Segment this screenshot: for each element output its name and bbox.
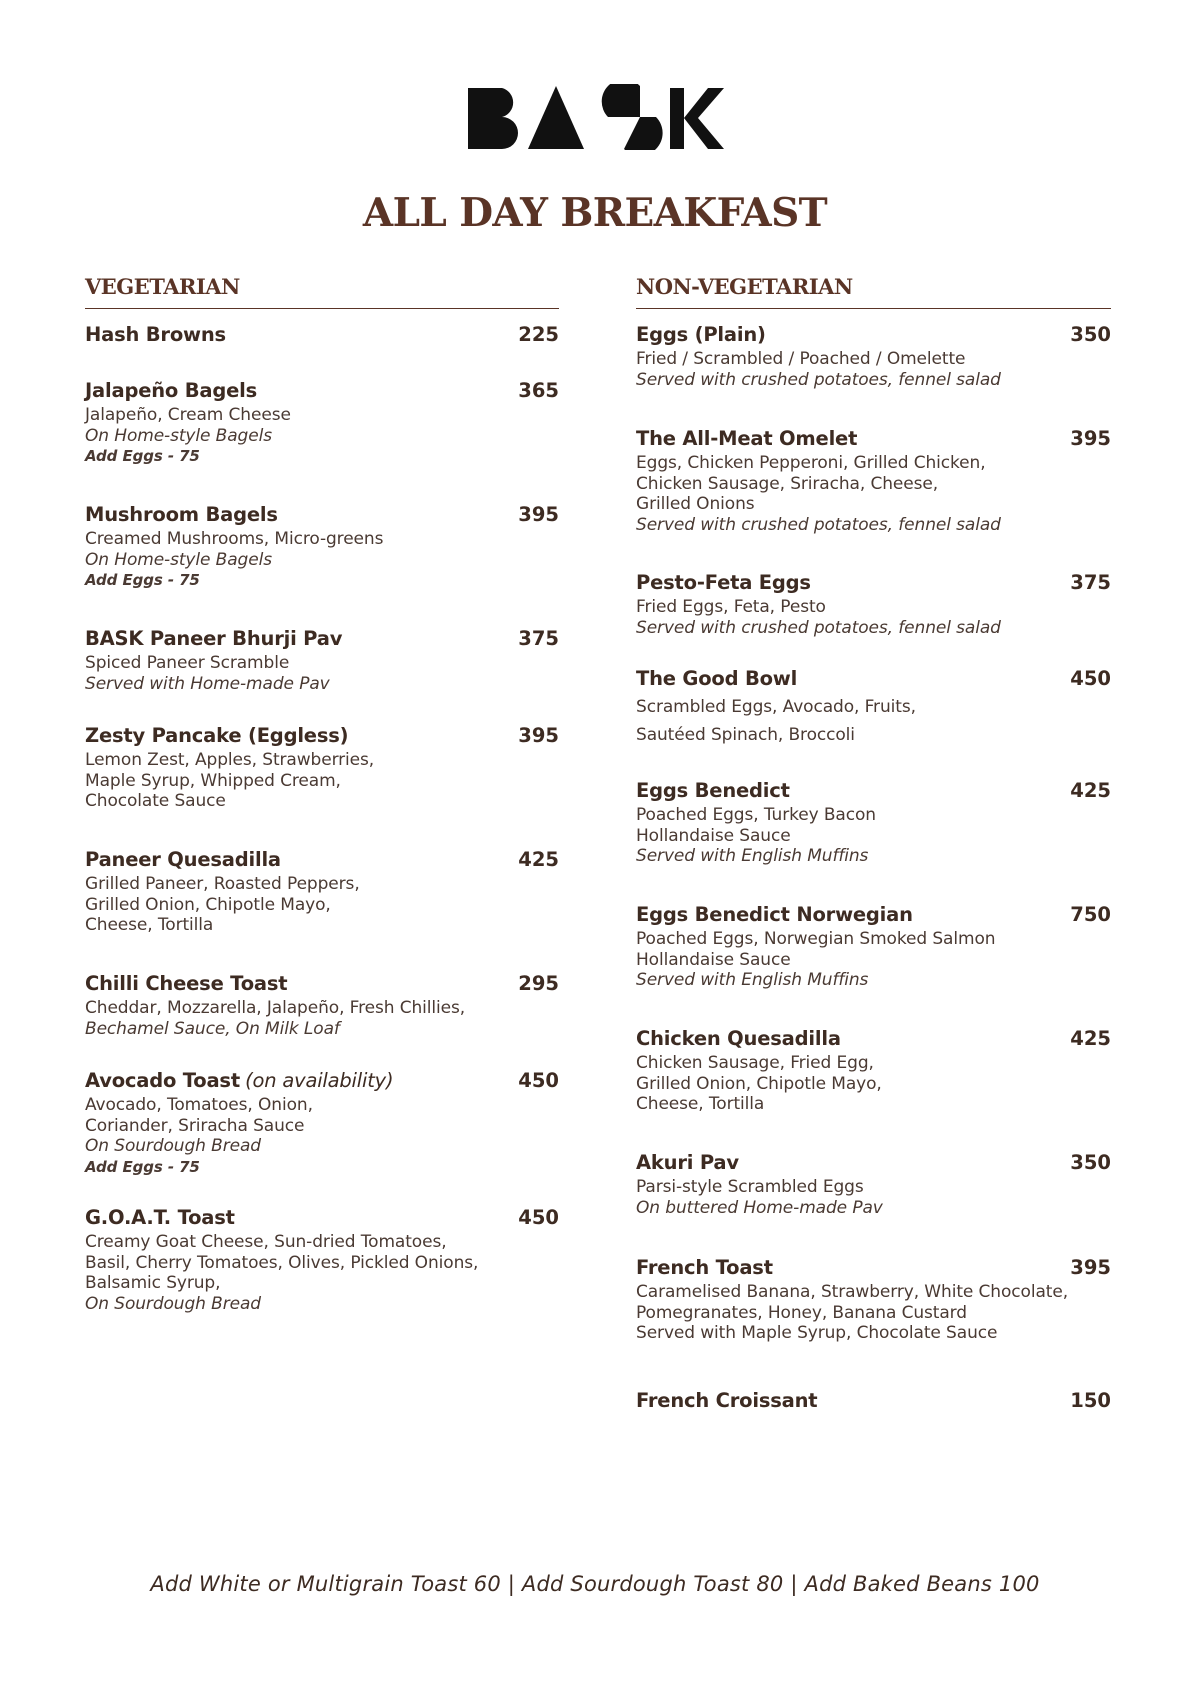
menu-item	[636, 665, 1111, 749]
menu-item-description: Creamy Goat Cheese, Sun-dried Tomatoes,	[85, 1232, 447, 1252]
vegetarian-column	[85, 275, 559, 1509]
menu-item	[636, 1254, 1111, 1344]
menu-item-name: Akuri Pav	[636, 1151, 739, 1174]
menu-item-price: 365	[518, 379, 559, 402]
menu-item-price: 395	[518, 503, 559, 526]
menu-item-description: Grilled Paneer, Roasted Peppers,	[85, 874, 360, 894]
menu-item-header	[85, 321, 559, 349]
menu-item-description: Jalapeño, Cream Cheese	[85, 405, 291, 425]
menu-item-header	[636, 665, 1111, 693]
footer-addons: Add White or Multigrain Toast 60 | Add Sourdough Toast 80 | Add Baked Beans 100	[150, 1572, 1040, 1596]
menu-item-description: Fried / Scrambled / Poached / Omelette	[636, 349, 966, 369]
menu-item-description: Chocolate Sauce	[85, 791, 226, 811]
menu-item-price: 450	[1070, 667, 1111, 690]
menu-item	[85, 846, 559, 936]
menu-item-description: Creamed Mushrooms, Micro-greens	[85, 529, 384, 549]
menu-item-description: On Sourdough Bread	[85, 1136, 261, 1156]
menu-item-name: Eggs Benedict Norwegian	[636, 903, 913, 926]
menu-item	[636, 1149, 1111, 1218]
menu-item-price: 350	[1070, 323, 1111, 346]
menu-item	[85, 1067, 559, 1178]
menu-item-description: On buttered Home-made Pav	[636, 1197, 883, 1218]
menu-item-price: 450	[518, 1069, 559, 1092]
menu-item-description: Eggs, Chicken Pepperoni, Grilled Chicken,	[636, 453, 986, 473]
menu-item-header	[636, 1254, 1111, 1282]
menu-item	[636, 425, 1111, 535]
menu-item-name: Pesto-Feta Eggs	[636, 571, 811, 594]
menu-item-header	[85, 970, 559, 998]
menu-item-header	[636, 321, 1111, 349]
menu-item-description: Served with crushed potatoes, fennel salad	[636, 514, 1001, 535]
menu-item-header	[85, 1204, 559, 1232]
menu-item	[85, 1204, 559, 1314]
menu-item-description: Chicken Sausage, Sriracha, Cheese,	[636, 473, 939, 494]
menu-item-header	[636, 901, 1111, 929]
menu-item-availability-note: (on availability)	[245, 1069, 394, 1092]
menu-item-description: Poached Eggs, Norwegian Smoked Salmon	[636, 929, 996, 949]
menu-item-price: 150	[1070, 1389, 1111, 1412]
menu-item-name: Hash Browns	[85, 323, 226, 346]
menu-item-price: 295	[518, 972, 559, 995]
menu-item-header	[636, 1387, 1111, 1415]
menu-item-header	[636, 1149, 1111, 1177]
menu-item-header	[636, 425, 1111, 453]
page-title: ALL DAY BREAKFAST	[362, 190, 828, 236]
menu-item-description: Hollandaise Sauce	[636, 825, 791, 846]
menu-item-name: The Good Bowl	[636, 667, 798, 690]
non-vegetarian-item-list	[636, 309, 1111, 1509]
menu-item-description: On Home-style Bagels	[85, 425, 272, 446]
menu-item-price: 425	[1070, 1027, 1111, 1050]
menu-item-description: Grilled Onion, Chipotle Mayo,	[636, 1073, 882, 1094]
menu-item-description: Cheese, Tortilla	[636, 1094, 765, 1114]
menu-item-name: Jalapeño Bagels	[85, 379, 258, 402]
menu-item-description: Chicken Sausage, Fried Egg,	[636, 1053, 874, 1073]
menu-item-header	[85, 377, 559, 405]
menu-item-addon: Add Eggs - 75	[85, 1157, 200, 1176]
menu-item-description: Scrambled Eggs, Avocado, Fruits,	[636, 697, 916, 717]
menu-item-name: Avocado Toast	[85, 1069, 240, 1092]
menu-item	[85, 722, 559, 812]
menu-item-description: Served with crushed potatoes, fennel salad	[636, 617, 1001, 638]
menu-item-name: Mushroom Bagels	[85, 503, 278, 526]
menu-item-header	[85, 722, 559, 750]
vegetarian-heading: VEGETARIAN	[85, 275, 559, 309]
menu-item-name: The All-Meat Omelet	[636, 427, 858, 450]
menu-item	[85, 501, 559, 591]
menu-item-header	[85, 625, 559, 653]
menu-item-description: Caramelised Banana, Strawberry, White Chocolate,	[636, 1282, 1069, 1302]
menu-item	[85, 321, 559, 349]
menu-item-description: Grilled Onions	[636, 494, 755, 514]
non-vegetarian-heading: NON-VEGETARIAN	[636, 275, 1111, 309]
menu-item-description: Cheddar, Mozzarella, Jalapeño, Fresh Chillies,	[85, 998, 466, 1018]
non-vegetarian-column	[636, 275, 1111, 1509]
menu-item-name: Chicken Quesadilla	[636, 1027, 841, 1050]
menu-item-price: 450	[518, 1206, 559, 1229]
menu-item-description: Sautéed Spinach, Broccoli	[636, 725, 855, 745]
menu-item-description: Coriander, Sriracha Sauce	[85, 1115, 305, 1136]
menu-item-header	[636, 777, 1111, 805]
menu-item	[636, 569, 1111, 638]
menu-item-header	[85, 846, 559, 874]
menu-item-description: Spiced Paneer Scramble	[85, 653, 290, 673]
menu-item-addon: Add Eggs - 75	[85, 571, 200, 589]
menu-item	[636, 321, 1111, 390]
menu-item-description: Parsi-style Scrambled Eggs	[636, 1177, 864, 1197]
menu-item-price: 225	[518, 323, 559, 346]
menu-item-description: On Sourdough Bread	[85, 1293, 261, 1314]
menu-item-price: 425	[518, 848, 559, 871]
menu-item-description: Served with English Muffins	[636, 846, 869, 866]
menu-item-header	[85, 501, 559, 529]
menu-item-name: French Croissant	[636, 1389, 818, 1412]
menu-item-description: Bechamel Sauce, On Milk Loaf	[85, 1018, 340, 1039]
menu-item-price: 750	[1070, 903, 1111, 926]
menu-item-description: Avocado, Tomatoes, Onion,	[85, 1095, 313, 1115]
menu-item-header	[636, 1025, 1111, 1053]
menu-item-price: 425	[1070, 779, 1111, 802]
menu-item-description: Poached Eggs, Turkey Bacon	[636, 805, 876, 825]
menu-item-description: Pomegranates, Honey, Banana Custard	[636, 1302, 967, 1323]
menu-item-description: Maple Syrup, Whipped Cream,	[85, 770, 341, 791]
bask-logo	[468, 84, 724, 150]
menu-item-description: Grilled Onion, Chipotle Mayo,	[85, 894, 331, 915]
menu-item-description: Cheese, Tortilla	[85, 915, 214, 935]
menu-item-name: Eggs (Plain)	[636, 323, 766, 346]
vegetarian-item-list	[85, 309, 559, 1509]
menu-item-price: 350	[1070, 1151, 1111, 1174]
menu-item-name: G.O.A.T. Toast	[85, 1206, 235, 1229]
menu-item-description: Served with English Muffins	[636, 970, 869, 990]
menu-item-header	[636, 569, 1111, 597]
menu-item-header	[85, 1067, 559, 1095]
menu-item	[636, 901, 1111, 991]
menu-item-description: Balsamic Syrup,	[85, 1273, 221, 1293]
menu-item-description: Served with Maple Syrup, Chocolate Sauce	[636, 1323, 998, 1343]
menu-item-price: 395	[1070, 1256, 1111, 1279]
menu-item-description: Fried Eggs, Feta, Pesto	[636, 597, 826, 617]
menu-item	[636, 1387, 1111, 1415]
menu-item-name: Eggs Benedict	[636, 779, 790, 802]
menu-item	[636, 777, 1111, 867]
menu-item-name: Zesty Pancake (Eggless)	[85, 724, 349, 747]
menu-item-price: 395	[518, 724, 559, 747]
menu-item-description: Basil, Cherry Tomatoes, Olives, Pickled Onions,	[85, 1252, 479, 1273]
menu-item-name: French Toast	[636, 1256, 773, 1279]
menu-item-description: Served with crushed potatoes, fennel salad	[636, 369, 1001, 390]
menu-item-price: 395	[1070, 427, 1111, 450]
menu-item-price: 375	[518, 627, 559, 650]
menu-item-description: Served with Home-made Pav	[85, 673, 330, 694]
menu-item-price: 375	[1070, 571, 1111, 594]
menu-item-name: Paneer Quesadilla	[85, 848, 281, 871]
menu-item-name: BASK Paneer Bhurji Pav	[85, 627, 343, 650]
menu-item-addon: Add Eggs - 75	[85, 447, 200, 465]
menu-item-description: Hollandaise Sauce	[636, 949, 791, 970]
menu-item	[85, 377, 559, 467]
menu-item-description: Lemon Zest, Apples, Strawberries,	[85, 750, 375, 770]
menu-item-description: On Home-style Bagels	[85, 549, 272, 570]
menu-item	[85, 625, 559, 694]
menu-item-name: Chilli Cheese Toast	[85, 972, 288, 995]
menu-item	[85, 970, 559, 1039]
menu-item	[636, 1025, 1111, 1115]
